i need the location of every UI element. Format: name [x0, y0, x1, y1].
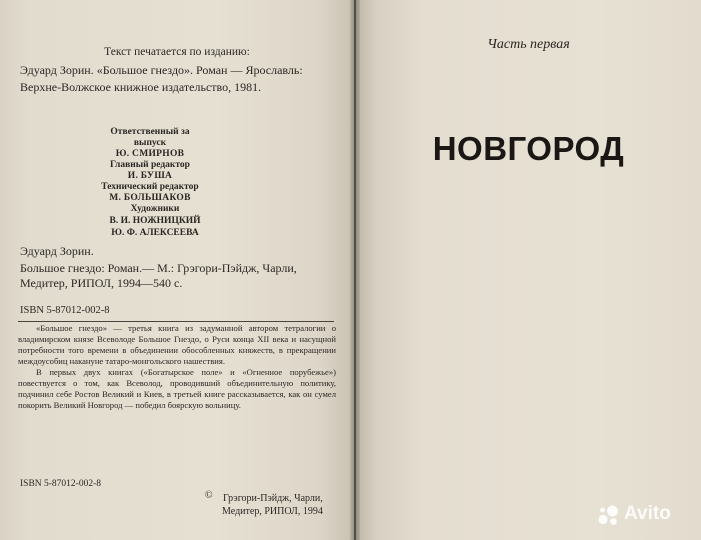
- source-edition-line-1: Эдуард Зорин. «Большое гнездо». Роман — Ярославль:: [20, 63, 303, 77]
- credits-block: [100, 127, 200, 204]
- book-gutter: [350, 0, 360, 540]
- catalog-author: Эдуард Зорин.: [20, 244, 94, 258]
- avito-dots-icon: [596, 503, 621, 528]
- watermark-text: Avito: [624, 503, 671, 524]
- catalog-line-1: Большое гнездо: Роман.— М.: Грэгори-Пэйдж, Чарли,: [20, 261, 297, 275]
- source-edition-title: Текст печатается по изданию:: [104, 46, 250, 58]
- copyright-line-2: Медитер, РИПОЛ, 1994: [222, 506, 323, 517]
- credit-role: Главный редактор: [110, 160, 190, 170]
- divider-rule: [18, 321, 334, 322]
- credit-role: Ответственный за выпуск: [110, 127, 190, 148]
- isbn-bottom: ISBN 5-87012-002-8: [20, 479, 102, 489]
- credit-role: Технический редактор: [101, 182, 199, 192]
- catalog-line-2: Медитер, РИПОЛ, 1994—540 с.: [20, 276, 183, 290]
- annotation-paragraph-1: «Большое гнездо» — третья книга из задуманной автором тетралогии о владимирском князе Всеволоде Большое Гнездо, о Руси конца XII века и насущной потребности того времени в объединении обособленных княжеств, в прекращении междоусобиц накануне татаро-монгольского нашествия.: [18, 323, 336, 366]
- copyright-line-1: Грэгори-Пэйдж, Чарли,: [223, 493, 323, 504]
- copyright-symbol: ©: [205, 490, 213, 501]
- source-edition-line-2: Верхне-Волжское книжное издательство, 1981.: [20, 80, 262, 94]
- credit-name: И. БУША: [127, 171, 173, 181]
- illustrator-name: В. И. НОЖНИЦКИЙ: [109, 216, 201, 226]
- annotation-paragraph-2: В первых двух книгах («Богатырское поле» и «Огненное порубежье») повествуется о том, как Всеволод, проводивший объединительную политику, подчинил себе Ростов Великий и Киев, в третьей книге рассказывается, как он сумел покорить Великий Новгород — победил боярскую вольницу.: [18, 367, 336, 410]
- section-title: НОВГОРОД: [432, 130, 625, 167]
- right-page: [356, 0, 701, 540]
- avito-watermark: [596, 502, 692, 528]
- credit-name: М. БОЛЬШАКОВ: [109, 193, 191, 203]
- part-label: Часть первая: [487, 37, 570, 52]
- illustrators-block: [100, 203, 210, 239]
- illustrator-name: Ю. Ф. АЛЕКСЕЕВА: [111, 228, 199, 238]
- illustrators-role: Художники: [130, 204, 180, 214]
- annotation-block: [18, 323, 336, 411]
- isbn-top: ISBN 5-87012-002-8: [20, 305, 110, 316]
- credit-name: Ю. СМИРНОВ: [115, 149, 185, 159]
